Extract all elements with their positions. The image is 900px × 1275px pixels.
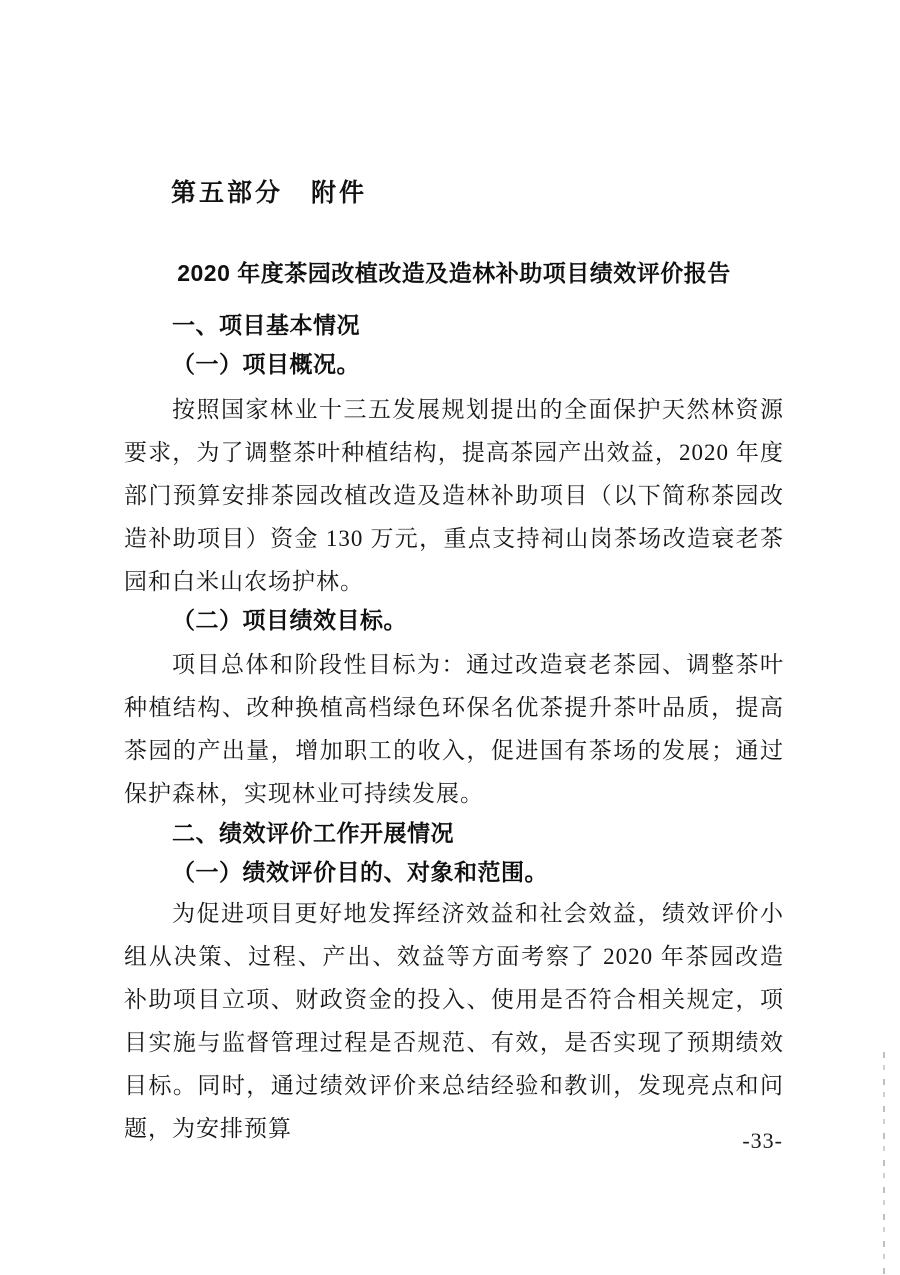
section-2-sub-1-paragraph: 为促进项目更好地发挥经济效益和社会效益，绩效评价小组从决策、过程、产出、效益等方面考察了 2020 年茶园改造补助项目立项、财政资金的投入、使用是否符合相关规定，项目实施与监督管理过程是否规范、有效，是否实现了预期绩效目标。同时，通过绩效评价来总结经验和教训，发现亮点和问题，为安排预算: [124, 901, 784, 1141]
section-2-heading: 二、绩效评价工作开展情况: [172, 820, 454, 846]
section-1-sub-2-heading: （二）项目绩效目标。: [172, 607, 407, 633]
part-header: 第五部分 附件: [171, 179, 368, 207]
scan-edge-artifact: [883, 1052, 885, 1275]
section-1-sub-1-heading: （一）项目概况。: [172, 351, 360, 377]
page-content: [124, 0, 784, 1275]
section-1-heading: 一、项目基本情况: [172, 312, 360, 338]
section-1-sub-2-paragraph: 项目总体和阶段性目标为：通过改造衰老茶园、调整茶叶种植结构、改种换植高档绿色环保名优茶提升茶叶品质，提高茶园的产出量，增加职工的收入，促进国有茶场的发展；通过保护森林，实现林业可持续发展。: [124, 652, 784, 806]
page-number: -33-: [742, 1128, 783, 1153]
section-2-sub-1-heading: （一）绩效评价目的、对象和范围。: [172, 859, 548, 885]
section-1-sub-1-paragraph: 按照国家林业十三五发展规划提出的全面保护天然林资源要求，为了调整茶叶种植结构，提高茶园产出效益，2020 年度部门预算安排茶园改植改造及造林补助项目（以下简称茶园改造补助项目）资金 130 万元，重点支持祠山岗茶场改造衰老茶园和白米山农场护林。: [124, 397, 784, 594]
report-title: 2020 年度茶园改植改造及造林补助项目绩效评价报告: [177, 260, 731, 286]
